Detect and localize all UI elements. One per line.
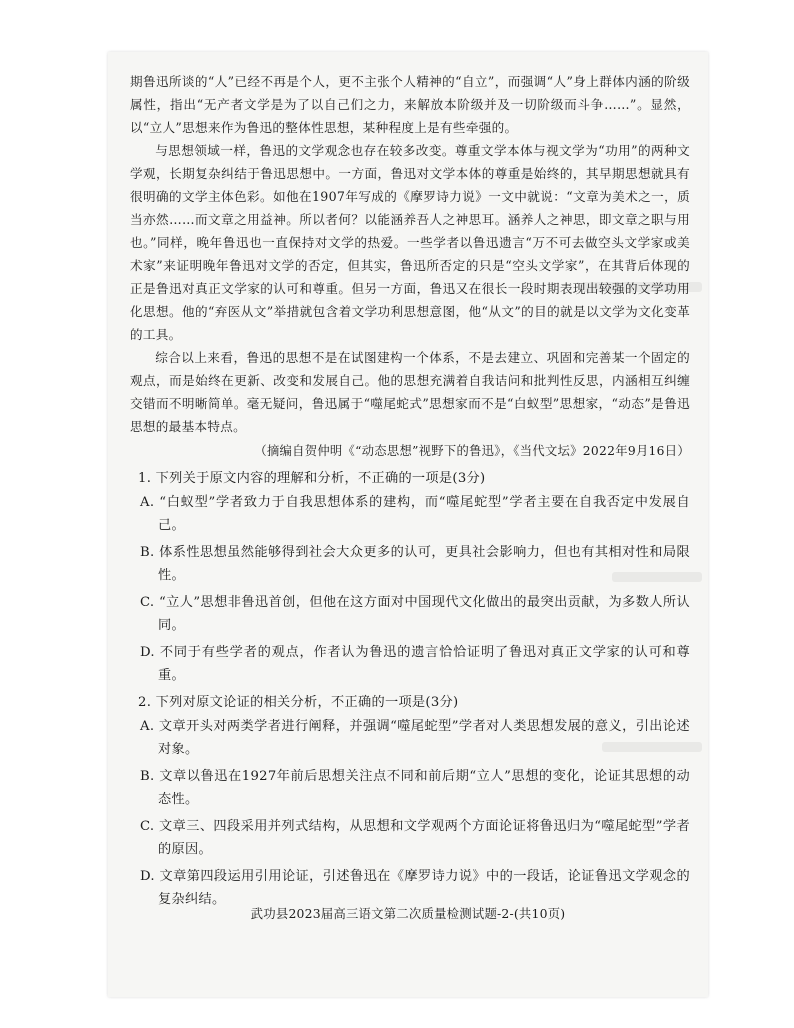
exam-page bbox=[108, 52, 708, 997]
option-b: B. 体系性思想虽然能够得到社会大众更多的认可，更具社会影响力，但也有其相对性和局限性。 bbox=[140, 545, 690, 583]
question-2 bbox=[130, 691, 690, 911]
question-stem: 1. 下列关于原文内容的理解和分析，不正确的一项是(3分) bbox=[138, 471, 486, 486]
page-footer: 武功县2023届高三语文第二次质量检测试题-2-(共10页) bbox=[250, 906, 566, 921]
option-d: D. 不同于有些学者的观点，作者认为鲁迅的遗言恰恰证明了鲁迅对真正文学家的认可和尊重。 bbox=[140, 645, 690, 683]
option-a: A. “白蚁型”学者致力于自我思想体系的建构，而“噬尾蛇型”学者主要在自我否定中发展自己。 bbox=[140, 495, 690, 533]
option-b: B. 文章以鲁迅在1927年前后思想关注点不同和前后期“立人”思想的变化，论证其思想的动态性。 bbox=[140, 769, 690, 807]
option-c: C. “立人”思想非鲁迅首创，但他在这方面对中国现代文化做出的最突出贡献，为多数人所认同。 bbox=[140, 595, 690, 633]
paragraph-continued: 期鲁迅所谈的“人”已经不再是个人，更不主张个人精神的“自立”，而强调“人”身上群体内涵的阶级属性，指出“无产者文学是为了以自己们之力，来解放本阶级并及一切阶级而斗争……”。显然，以“立人”思想来作为鲁迅的整体性思想，某种程度上是有些牵强的。 bbox=[130, 74, 690, 135]
page-content bbox=[130, 70, 690, 915]
option-a: A. 文章开头对两类学者进行阐释，并强调“噬尾蛇型”学者对人类思想发展的意义，引出论述对象。 bbox=[140, 719, 690, 757]
option-d: D. 文章第四段运用引用论证，引述鲁迅在《摩罗诗力说》中的一段话，论证鲁迅文学观念的复杂纠结。 bbox=[140, 869, 690, 907]
paragraph-literary-view: 与思想领域一样，鲁迅的文学观念也存在较多改变。尊重文学本体与视文学为“功用”的两种文学观，长期复杂纠结于鲁迅思想中。一方面，鲁迅对文学本体的尊重是始终的，其早期思想就具有很明确的文学主体色彩。如他在1907年写成的《摩罗诗力说》一文中就说：“文章为美术之一，质当亦然……而文章之用益神。所以者何？以能涵养吾人之神思耳。涵养人之神思，即文章之职与用也。”同样，晚年鲁迅也一直保持对文学的热爱。一些学者以鲁迅遗言“万不可去做空头文学家或美术家”来证明晚年鲁迅对文学的否定，但其实，鲁迅所否定的只是“空头文学家”，在其背后体现的正是鲁迅对真正文学家的认可和尊重。但另一方面，鲁迅又在很长一段时期表现出较强的文学功用化思想。他的“弃医从文”举措就包含着文学功利思想意图，他“从文”的目的就是以文学为文化变革的工具。 bbox=[130, 143, 690, 342]
paragraph-conclusion: 综合以上来看，鲁迅的思想不是在试图建构一个体系，不是去建立、巩固和完善某一个固定的观点，而是始终在更新、改变和发展自己。他的思想充满着自我诘问和批判性反思，内涵相互纠缠交错而不明晰简单。毫无疑问，鲁迅属于“噬尾蛇式”思想家而不是“白蚁型”思想家，“动态”是鲁迅思想的最基本特点。 bbox=[130, 350, 690, 434]
question-stem: 2. 下列对原文论证的相关分析，不正确的一项是(3分) bbox=[138, 695, 459, 710]
source-citation: （摘编自贺仲明《“动态思想”视野下的鲁迅》，《当代文坛》2022年9月16日） bbox=[254, 444, 690, 458]
question-1 bbox=[130, 467, 690, 687]
option-c: C. 文章三、四段采用并列式结构，从思想和文学观两个方面论证将鲁迅归为“噬尾蛇型”学者的原因。 bbox=[140, 819, 690, 857]
